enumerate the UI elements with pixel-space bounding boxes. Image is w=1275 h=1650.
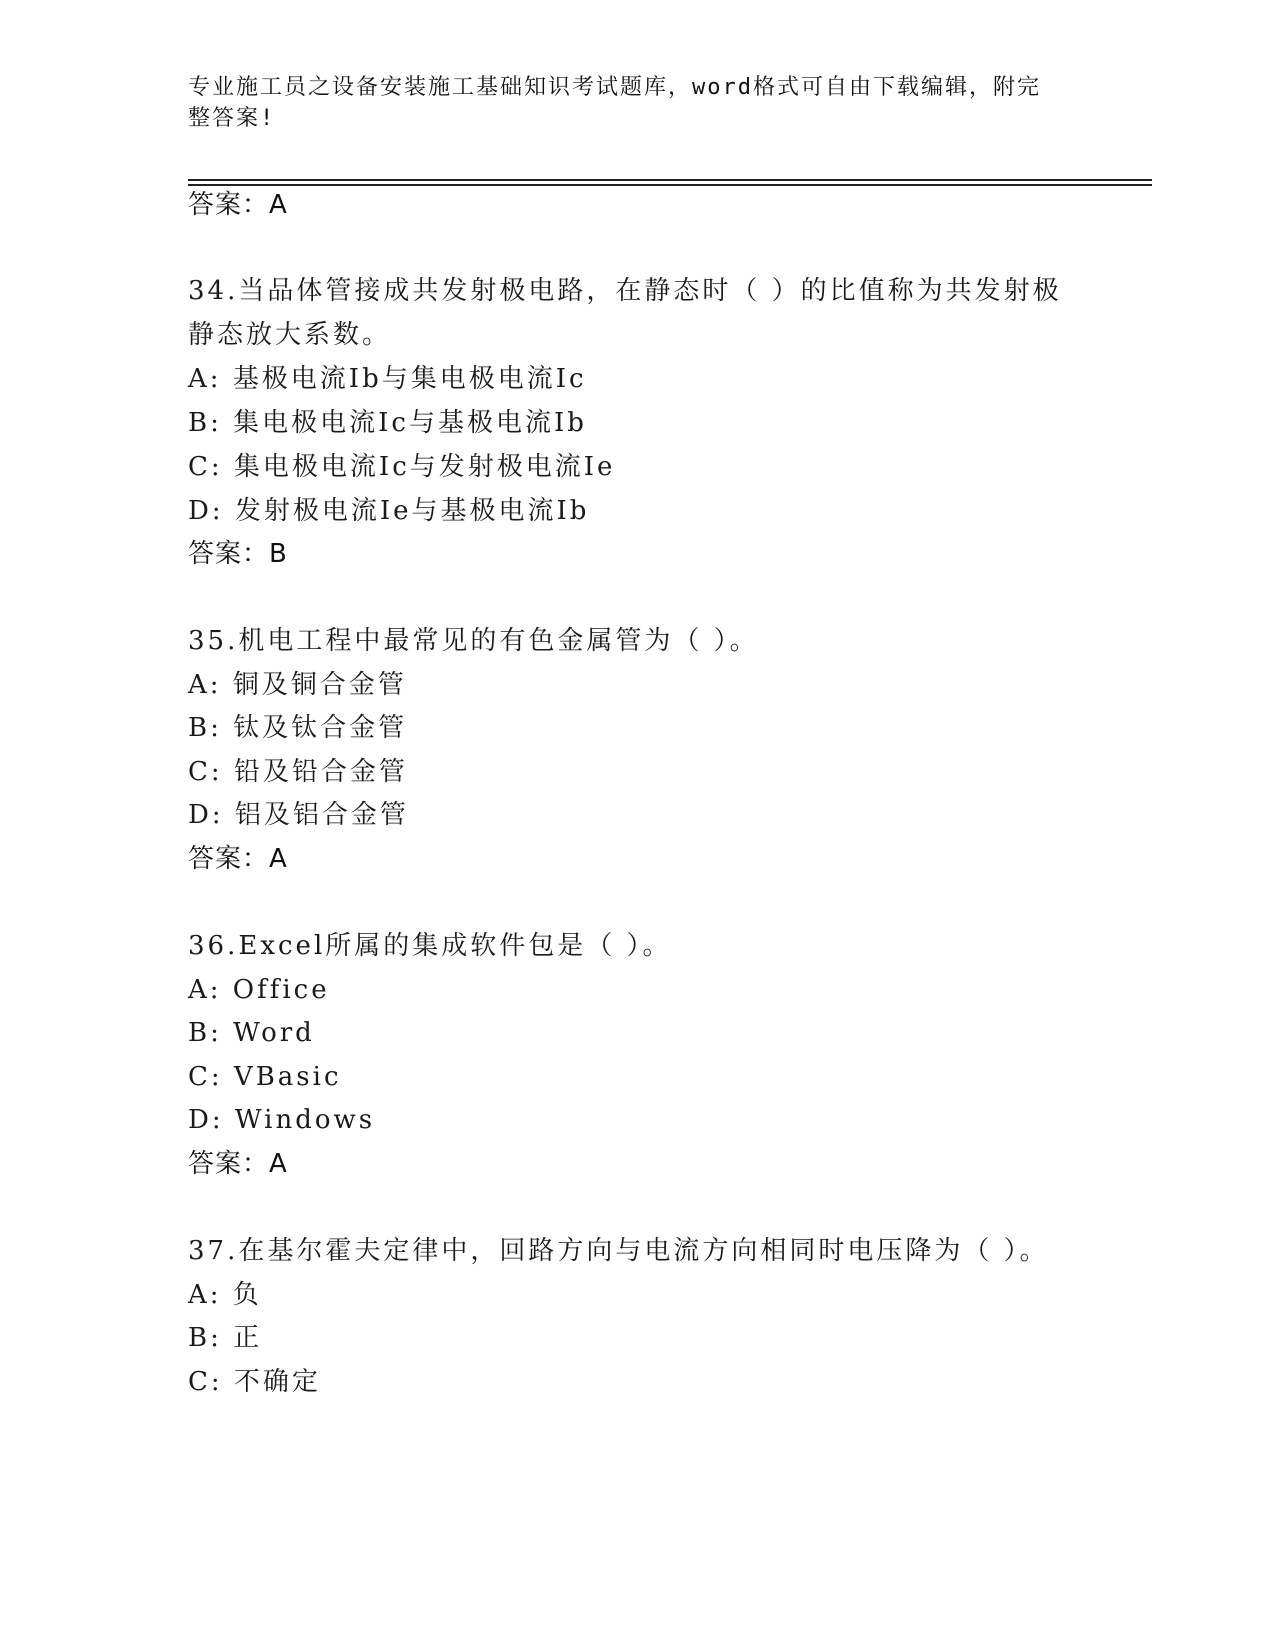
question-36-option-c: C: VBasic (188, 1062, 342, 1092)
question-34-stem-line-2: 静态放大系数。 (188, 320, 392, 350)
question-34-option-d: D: 发射极电流Ie与基极电流Ib (188, 496, 590, 526)
question-34-option-b: B: 集电极电流Ic与基极电流Ib (188, 408, 587, 438)
question-34-option-c: C: 集电极电流Ic与发射极电流Ie (188, 452, 616, 482)
question-36-option-a: A: Office (188, 975, 330, 1005)
header-divider-bottom (188, 184, 1152, 186)
question-35-option-b: B: 钛及钛合金管 (188, 713, 408, 743)
question-35-option-c: C: 铅及铅合金管 (188, 757, 408, 787)
answer-35: 答案：A (188, 844, 288, 874)
answer-36: 答案：A (188, 1149, 288, 1179)
question-36-stem: 36.Excel所属的集成软件包是（ ）。 (188, 931, 672, 961)
question-35-stem: 35.机电工程中最常见的有色金属管为（ ）。 (188, 626, 759, 656)
question-34-stem-line-1: 34.当品体管接成共发射极电路，在静态时（ ）的比值称为共发射极 (188, 276, 1062, 306)
question-37-stem: 37.在基尔霍夫定律中，回路方向与电流方向相同时电压降为（ ）。 (188, 1236, 1049, 1266)
answer-34: 答案：B (188, 539, 288, 569)
document-header (188, 72, 1068, 134)
question-35-option-a: A: 铜及铜合金管 (188, 670, 407, 700)
question-34-option-a: A: 基极电流Ib与集电极电流Ic (188, 364, 587, 394)
question-37-option-b: B: 正 (188, 1323, 263, 1353)
question-36-option-d: D: Windows (188, 1105, 376, 1135)
question-35-option-d: D: 铝及铝合金管 (188, 800, 409, 830)
question-36-option-b: B: Word (188, 1018, 315, 1048)
answer-33: 答案：A (188, 190, 288, 220)
header-line-1: 专业施工员之设备安装施工基础知识考试题库，word格式可自由下载编辑，附完 (188, 75, 1041, 100)
header-divider-top (188, 179, 1152, 181)
header-line-2: 整答案! (188, 106, 276, 131)
question-37-option-a: A: 负 (188, 1280, 262, 1310)
question-37-option-c: C: 不确定 (188, 1367, 321, 1397)
